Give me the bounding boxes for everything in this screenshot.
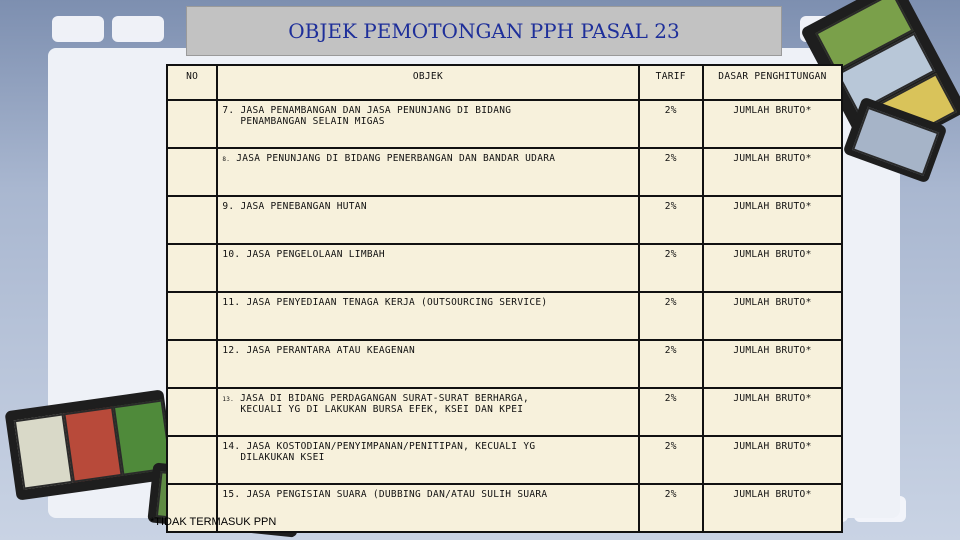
row-no bbox=[168, 245, 216, 291]
row-number: 7. bbox=[222, 105, 235, 116]
table-row bbox=[168, 341, 841, 387]
row-tarif: 2% bbox=[640, 197, 702, 243]
row-text-continued: DILAKUKAN KSEI bbox=[240, 452, 325, 463]
row-dasar: JUMLAH BRUTO* bbox=[704, 101, 841, 147]
row-number: 11. bbox=[222, 297, 241, 308]
row-text: JASA PENUNJANG DI BIDANG PENERBANGAN DAN BANDAR UDARA bbox=[236, 153, 556, 164]
row-dasar: JUMLAH BRUTO* bbox=[704, 485, 841, 531]
row-number: 13. bbox=[222, 396, 235, 403]
row-dasar: JUMLAH BRUTO* bbox=[704, 389, 841, 435]
row-tarif: 2% bbox=[640, 389, 702, 435]
row-no bbox=[168, 437, 216, 483]
table-header-row bbox=[168, 66, 841, 99]
row-tarif: 2% bbox=[640, 437, 702, 483]
table-row bbox=[168, 245, 841, 291]
row-dasar: JUMLAH BRUTO* bbox=[704, 293, 841, 339]
row-text: JASA PENAMBANGAN DAN JASA PENUNJANG DI BIDANG bbox=[240, 105, 512, 116]
row-no bbox=[168, 149, 216, 195]
row-text-continued: KECUALI YG DI LAKUKAN BURSA EFEK, KSEI DAN KPEI bbox=[240, 404, 524, 415]
row-objek bbox=[218, 437, 637, 483]
table-row bbox=[168, 149, 841, 195]
header-tarif: TARIF bbox=[640, 66, 702, 99]
table-row bbox=[168, 101, 841, 147]
row-tarif: 2% bbox=[640, 101, 702, 147]
row-dasar: JUMLAH BRUTO* bbox=[704, 341, 841, 387]
table-row bbox=[168, 197, 841, 243]
row-dasar: JUMLAH BRUTO* bbox=[704, 149, 841, 195]
row-objek bbox=[218, 485, 637, 531]
row-objek bbox=[218, 341, 637, 387]
footnote: *TIDAK TERMASUK PPN bbox=[150, 516, 277, 528]
row-number: 14. bbox=[222, 441, 241, 452]
row-number: 8. bbox=[222, 156, 231, 163]
page-title: OBJEK PEMOTONGAN PPH PASAL 23 bbox=[288, 19, 680, 43]
row-objek bbox=[218, 389, 637, 435]
row-tarif: 2% bbox=[640, 485, 702, 531]
row-number: 15. bbox=[222, 489, 241, 500]
objek-table bbox=[166, 64, 843, 533]
row-tarif: 2% bbox=[640, 149, 702, 195]
table-row bbox=[168, 437, 841, 483]
row-tarif: 2% bbox=[640, 245, 702, 291]
row-text: JASA PENYEDIAAN TENAGA KERJA (OUTSOURCING SERVICE) bbox=[246, 297, 548, 308]
row-objek bbox=[218, 101, 637, 147]
row-no bbox=[168, 389, 216, 435]
table-row bbox=[168, 293, 841, 339]
row-dasar: JUMLAH BRUTO* bbox=[704, 245, 841, 291]
row-objek bbox=[218, 245, 637, 291]
background-tile bbox=[52, 16, 104, 42]
row-objek bbox=[218, 197, 637, 243]
row-objek bbox=[218, 149, 637, 195]
row-text-continued: PENAMBANGAN SELAIN MIGAS bbox=[240, 116, 385, 127]
row-no bbox=[168, 341, 216, 387]
row-text: JASA DI BIDANG PERDAGANGAN SURAT-SURAT BERHARGA, bbox=[240, 393, 530, 404]
row-dasar: JUMLAH BRUTO* bbox=[704, 197, 841, 243]
header-no: NO bbox=[168, 66, 216, 99]
row-number: 10. bbox=[222, 249, 241, 260]
row-text: JASA PENEBANGAN HUTAN bbox=[240, 201, 367, 212]
row-tarif: 2% bbox=[640, 341, 702, 387]
row-no bbox=[168, 101, 216, 147]
title-banner bbox=[186, 6, 782, 56]
row-text: JASA KOSTODIAN/PENYIMPANAN/PENITIPAN, KECUALI YG bbox=[246, 441, 536, 452]
header-dasar: DASAR PENGHITUNGAN bbox=[704, 66, 841, 99]
row-no bbox=[168, 197, 216, 243]
table-row bbox=[168, 389, 841, 435]
row-objek bbox=[218, 293, 637, 339]
row-number: 9. bbox=[222, 201, 235, 212]
row-text: JASA PERANTARA ATAU KEAGENAN bbox=[246, 345, 415, 356]
row-tarif: 2% bbox=[640, 293, 702, 339]
row-dasar: JUMLAH BRUTO* bbox=[704, 437, 841, 483]
row-number: 12. bbox=[222, 345, 241, 356]
header-objek: OBJEK bbox=[218, 66, 637, 99]
row-text: JASA PENGELOLAAN LIMBAH bbox=[246, 249, 385, 260]
row-no bbox=[168, 293, 216, 339]
background-tile bbox=[112, 16, 164, 42]
row-text: JASA PENGISIAN SUARA (DUBBING DAN/ATAU SULIH SUARA bbox=[246, 489, 548, 500]
